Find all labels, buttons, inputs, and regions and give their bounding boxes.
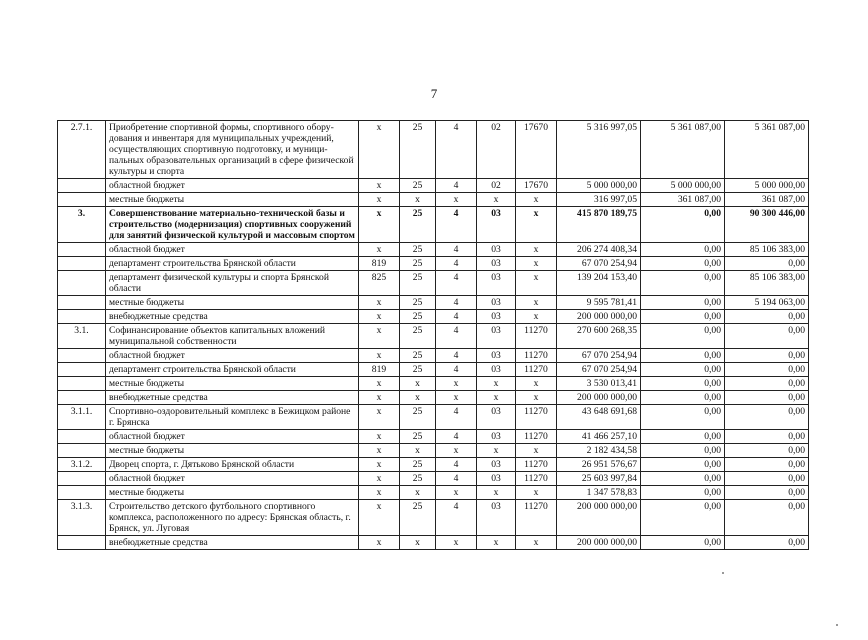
code-event: х [477, 536, 516, 550]
code-subprogram: 4 [436, 207, 477, 243]
code-ministry: х [359, 536, 400, 550]
code-ministry: 819 [359, 257, 400, 271]
code-direction: х [516, 243, 557, 257]
amount-year-2: 0,00 [641, 310, 725, 324]
code-direction: 11270 [516, 324, 557, 349]
amount-year-3: 0,00 [725, 444, 809, 458]
code-program: 25 [400, 179, 436, 193]
table-row [58, 193, 809, 207]
code-event: 03 [477, 271, 516, 296]
code-subprogram: 4 [436, 310, 477, 324]
code-program: 25 [400, 472, 436, 486]
row-name: внебюджетные средства [106, 391, 359, 405]
amount-year-3: 85 106 383,00 [725, 243, 809, 257]
code-program: 25 [400, 296, 436, 310]
code-direction: х [516, 296, 557, 310]
code-program: 25 [400, 405, 436, 430]
code-direction: х [516, 444, 557, 458]
table-row [58, 207, 809, 243]
amount-year-3: 0,00 [725, 257, 809, 271]
table-row [58, 377, 809, 391]
code-subprogram: х [436, 536, 477, 550]
code-event: 03 [477, 257, 516, 271]
amount-year-3: 0,00 [725, 500, 809, 536]
row-number: 3.1. [58, 324, 106, 349]
amount-year-1: 67 070 254,94 [557, 363, 641, 377]
amount-year-1: 9 595 781,41 [557, 296, 641, 310]
amount-year-2: 0,00 [641, 349, 725, 363]
row-number [58, 430, 106, 444]
code-event: 03 [477, 500, 516, 536]
amount-year-1: 316 997,05 [557, 193, 641, 207]
code-program: 25 [400, 310, 436, 324]
amount-year-3: 0,00 [725, 472, 809, 486]
code-program: 25 [400, 458, 436, 472]
code-program: х [400, 391, 436, 405]
code-ministry: х [359, 472, 400, 486]
code-ministry: х [359, 243, 400, 257]
amount-year-2: 0,00 [641, 472, 725, 486]
code-ministry: х [359, 458, 400, 472]
code-ministry: х [359, 500, 400, 536]
code-event: х [477, 377, 516, 391]
row-number: 2.7.1. [58, 121, 106, 179]
code-subprogram: х [436, 486, 477, 500]
row-name: местные бюджеты [106, 377, 359, 391]
code-program: х [400, 486, 436, 500]
row-number [58, 271, 106, 296]
amount-year-1: 270 600 268,35 [557, 324, 641, 349]
code-ministry: х [359, 179, 400, 193]
code-ministry: х [359, 296, 400, 310]
code-program: х [400, 193, 436, 207]
amount-year-2: 0,00 [641, 500, 725, 536]
code-subprogram: х [436, 391, 477, 405]
code-subprogram: 4 [436, 271, 477, 296]
code-subprogram: 4 [436, 349, 477, 363]
amount-year-1: 3 530 013,41 [557, 377, 641, 391]
table-row [58, 472, 809, 486]
row-number [58, 193, 106, 207]
amount-year-2: 0,00 [641, 458, 725, 472]
code-subprogram: 4 [436, 243, 477, 257]
code-program: 25 [400, 207, 436, 243]
code-direction: х [516, 377, 557, 391]
code-direction: х [516, 536, 557, 550]
code-direction: 11270 [516, 500, 557, 536]
code-ministry: х [359, 377, 400, 391]
row-name: Спортивно-оздоровительный комплекс в Бежицком районе г. Брянска [106, 405, 359, 430]
code-direction: х [516, 310, 557, 324]
code-subprogram: 4 [436, 363, 477, 377]
table-row [58, 391, 809, 405]
table-row [58, 257, 809, 271]
code-subprogram: х [436, 193, 477, 207]
table-row [58, 430, 809, 444]
code-direction: 17670 [516, 179, 557, 193]
code-program: х [400, 444, 436, 458]
code-subprogram: х [436, 377, 477, 391]
amount-year-1: 41 466 257,10 [557, 430, 641, 444]
row-name: местные бюджеты [106, 486, 359, 500]
row-number [58, 257, 106, 271]
row-name: Дворец спорта, г. Дятьково Брянской области [106, 458, 359, 472]
table-row [58, 271, 809, 296]
code-direction: 11270 [516, 405, 557, 430]
code-program: 25 [400, 363, 436, 377]
table-row [58, 363, 809, 377]
scan-speck [722, 572, 724, 574]
code-program: 25 [400, 121, 436, 179]
code-program: 25 [400, 430, 436, 444]
code-ministry: х [359, 486, 400, 500]
table-row [58, 324, 809, 349]
amount-year-3: 0,00 [725, 324, 809, 349]
row-name: внебюджетные средства [106, 536, 359, 550]
row-name: внебюджетные средства [106, 310, 359, 324]
budget-table [57, 120, 809, 550]
table-row [58, 405, 809, 430]
code-event: 03 [477, 363, 516, 377]
code-subprogram: 4 [436, 324, 477, 349]
code-ministry: х [359, 430, 400, 444]
code-subprogram: 4 [436, 458, 477, 472]
code-subprogram: х [436, 444, 477, 458]
code-direction: 11270 [516, 472, 557, 486]
row-name: областной бюджет [106, 349, 359, 363]
row-name: Строительство детского футбольного спортивного комплекса, расположенного по адресу: Брянская область, г. Брянск, ул. Луговая [106, 500, 359, 536]
amount-year-1: 1 347 578,83 [557, 486, 641, 500]
amount-year-2: 0,00 [641, 391, 725, 405]
amount-year-3: 0,00 [725, 310, 809, 324]
row-number [58, 179, 106, 193]
code-direction: 11270 [516, 349, 557, 363]
code-event: 03 [477, 207, 516, 243]
row-name: департамент строительства Брянской области [106, 257, 359, 271]
table-row [58, 243, 809, 257]
amount-year-2: 0,00 [641, 430, 725, 444]
amount-year-1: 200 000 000,00 [557, 310, 641, 324]
code-subprogram: 4 [436, 296, 477, 310]
amount-year-2: 0,00 [641, 536, 725, 550]
code-ministry: 825 [359, 271, 400, 296]
table-row [58, 179, 809, 193]
row-number [58, 349, 106, 363]
amount-year-2: 0,00 [641, 257, 725, 271]
amount-year-2: 0,00 [641, 243, 725, 257]
amount-year-3: 0,00 [725, 377, 809, 391]
code-ministry: х [359, 207, 400, 243]
amount-year-1: 43 648 691,68 [557, 405, 641, 430]
amount-year-1: 206 274 408,34 [557, 243, 641, 257]
amount-year-1: 139 204 153,40 [557, 271, 641, 296]
row-number [58, 310, 106, 324]
code-event: 03 [477, 324, 516, 349]
code-program: 25 [400, 500, 436, 536]
amount-year-3: 0,00 [725, 405, 809, 430]
amount-year-2: 0,00 [641, 486, 725, 500]
table-row [58, 444, 809, 458]
code-direction: 17670 [516, 121, 557, 179]
amount-year-1: 25 603 997,84 [557, 472, 641, 486]
amount-year-3: 0,00 [725, 430, 809, 444]
amount-year-1: 415 870 189,75 [557, 207, 641, 243]
code-subprogram: 4 [436, 500, 477, 536]
amount-year-2: 0,00 [641, 271, 725, 296]
row-name: местные бюджеты [106, 444, 359, 458]
row-name: Приобретение спортивной формы, спортивного обору-дования и инвентаря для муниципальных учреждений, осуществляющих спортивную подготовку, и муници-пальных образовательных организаций в сфере физической культуры и спорта [106, 121, 359, 179]
row-name: областной бюджет [106, 243, 359, 257]
amount-year-3: 361 087,00 [725, 193, 809, 207]
amount-year-3: 5 000 000,00 [725, 179, 809, 193]
code-event: 03 [477, 310, 516, 324]
code-ministry: х [359, 444, 400, 458]
code-event: х [477, 486, 516, 500]
code-ministry: х [359, 324, 400, 349]
amount-year-3: 90 300 446,00 [725, 207, 809, 243]
amount-year-2: 361 087,00 [641, 193, 725, 207]
table-row [58, 458, 809, 472]
code-direction: х [516, 193, 557, 207]
amount-year-3: 5 361 087,00 [725, 121, 809, 179]
row-name: Совершенствование материально-технической базы и строительство (модернизация) спортивных сооружений для занятий физической культурой и массовым спортом [106, 207, 359, 243]
amount-year-1: 26 951 576,67 [557, 458, 641, 472]
row-name: департамент физической культуры и спорта Брянской области [106, 271, 359, 296]
code-program: х [400, 377, 436, 391]
row-name: областной бюджет [106, 179, 359, 193]
row-number [58, 444, 106, 458]
code-event: 03 [477, 349, 516, 363]
code-direction: 11270 [516, 430, 557, 444]
table-row [58, 296, 809, 310]
code-program: 25 [400, 243, 436, 257]
code-direction: 11270 [516, 458, 557, 472]
code-subprogram: 4 [436, 472, 477, 486]
code-ministry: х [359, 310, 400, 324]
row-number: 3.1.3. [58, 500, 106, 536]
code-program: 25 [400, 271, 436, 296]
code-event: 02 [477, 121, 516, 179]
code-direction: х [516, 486, 557, 500]
code-ministry: х [359, 391, 400, 405]
amount-year-3: 0,00 [725, 349, 809, 363]
code-direction: 11270 [516, 363, 557, 377]
code-direction: х [516, 257, 557, 271]
row-number: 3.1.1. [58, 405, 106, 430]
code-event: 03 [477, 458, 516, 472]
table-row [58, 310, 809, 324]
code-ministry: х [359, 121, 400, 179]
table-row [58, 121, 809, 179]
row-number: 3.1.2. [58, 458, 106, 472]
code-program: 25 [400, 257, 436, 271]
code-program: х [400, 536, 436, 550]
amount-year-2: 0,00 [641, 405, 725, 430]
row-name: местные бюджеты [106, 296, 359, 310]
code-ministry: х [359, 405, 400, 430]
amount-year-2: 5 361 087,00 [641, 121, 725, 179]
amount-year-3: 0,00 [725, 486, 809, 500]
row-name: областной бюджет [106, 430, 359, 444]
code-direction: х [516, 271, 557, 296]
amount-year-1: 5 316 997,05 [557, 121, 641, 179]
code-subprogram: 4 [436, 179, 477, 193]
row-number [58, 536, 106, 550]
row-number [58, 391, 106, 405]
amount-year-2: 0,00 [641, 324, 725, 349]
code-subprogram: 4 [436, 430, 477, 444]
code-ministry: х [359, 349, 400, 363]
amount-year-1: 67 070 254,94 [557, 257, 641, 271]
scan-speck [836, 624, 838, 626]
row-number [58, 472, 106, 486]
amount-year-1: 200 000 000,00 [557, 536, 641, 550]
table-row [58, 349, 809, 363]
row-number: 3. [58, 207, 106, 243]
code-event: х [477, 444, 516, 458]
code-ministry: х [359, 193, 400, 207]
code-subprogram: 4 [436, 405, 477, 430]
code-event: 03 [477, 472, 516, 486]
amount-year-2: 5 000 000,00 [641, 179, 725, 193]
amount-year-1: 200 000 000,00 [557, 391, 641, 405]
row-number [58, 296, 106, 310]
amount-year-1: 2 182 434,58 [557, 444, 641, 458]
code-event: 03 [477, 430, 516, 444]
code-event: 03 [477, 405, 516, 430]
code-event: х [477, 391, 516, 405]
code-event: х [477, 193, 516, 207]
code-direction: х [516, 391, 557, 405]
table-row [58, 486, 809, 500]
page-number: 7 [430, 86, 438, 101]
amount-year-1: 67 070 254,94 [557, 349, 641, 363]
amount-year-3: 5 194 063,00 [725, 296, 809, 310]
amount-year-2: 0,00 [641, 296, 725, 310]
amount-year-3: 0,00 [725, 536, 809, 550]
row-name: Софинансирование объектов капитальных вложений муниципальной собственности [106, 324, 359, 349]
amount-year-1: 200 000 000,00 [557, 500, 641, 536]
amount-year-2: 0,00 [641, 444, 725, 458]
amount-year-3: 0,00 [725, 363, 809, 377]
code-ministry: 819 [359, 363, 400, 377]
amount-year-2: 0,00 [641, 363, 725, 377]
row-number [58, 243, 106, 257]
code-direction: х [516, 207, 557, 243]
row-number [58, 363, 106, 377]
amount-year-2: 0,00 [641, 377, 725, 391]
table-body [58, 121, 809, 550]
amount-year-3: 0,00 [725, 458, 809, 472]
code-event: 03 [477, 243, 516, 257]
amount-year-1: 5 000 000,00 [557, 179, 641, 193]
code-program: 25 [400, 349, 436, 363]
row-name: областной бюджет [106, 472, 359, 486]
code-subprogram: 4 [436, 257, 477, 271]
table-row [58, 500, 809, 536]
amount-year-3: 0,00 [725, 391, 809, 405]
row-number [58, 486, 106, 500]
code-event: 03 [477, 296, 516, 310]
table-row [58, 536, 809, 550]
code-event: 02 [477, 179, 516, 193]
code-program: 25 [400, 324, 436, 349]
row-name: департамент строительства Брянской области [106, 363, 359, 377]
row-number [58, 377, 106, 391]
amount-year-3: 85 106 383,00 [725, 271, 809, 296]
row-name: местные бюджеты [106, 193, 359, 207]
code-subprogram: 4 [436, 121, 477, 179]
amount-year-2: 0,00 [641, 207, 725, 243]
